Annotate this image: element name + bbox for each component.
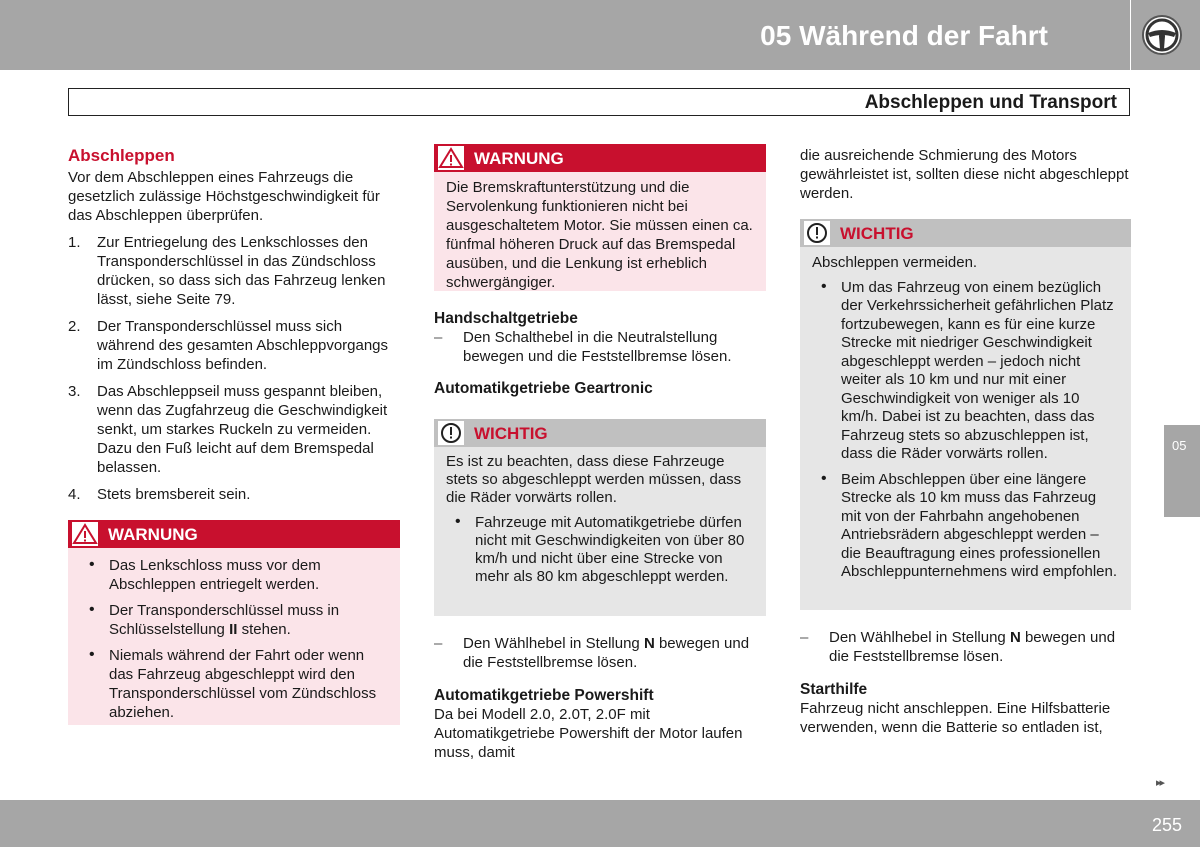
instruction-text: bewegen und die Feststellbremse lösen. xyxy=(829,629,1116,665)
gear-position: N xyxy=(1009,629,1021,646)
important-header xyxy=(434,419,766,447)
step-text: Das Abschleppseil muss gespannt bleiben, wenn das Zugfahrzeug die Geschwindigkeit senkt, um starkes Ruckeln zu vermeiden. Dazu den Fuß leicht auf dem Bremspedal belassen. xyxy=(97,383,388,476)
important-title: WICHTIG xyxy=(474,424,548,443)
gear-position: N xyxy=(643,635,655,652)
instruction-item xyxy=(800,628,1131,666)
warning-text: Die Bremskraftunterstützung und die Servolenkung funktionieren nicht bei ausgeschaltetem Motor. Sie müssen einen ca. fünfmal höheren Druck auf das Bremspedal ausüben, und die Lenkung ist erheblich schwergängiger. xyxy=(446,179,753,291)
instruction-text: Den Wählhebel in Stellung xyxy=(829,629,1010,646)
chapter-title: 05 Während der Fahrt xyxy=(760,20,1048,51)
warning-header xyxy=(434,144,766,172)
important-text: Abschleppen vermeiden. xyxy=(812,254,978,271)
steps-list xyxy=(68,233,400,504)
starthilfe-text: Fahrzeug nicht anschleppen. Eine Hilfsbatterie verwenden, wenn die Batterie so entladen ist, xyxy=(800,700,1111,736)
instruction-item xyxy=(434,634,766,672)
column-right-top xyxy=(800,146,1131,203)
warning-triangle-icon xyxy=(438,146,464,170)
step-text: Zur Entriegelung des Lenkschlosses den Transponderschlüssel in das Zündschloss drücken, so dass sich das Fahrzeug lenken lässt, siehe Seite 79. xyxy=(97,234,386,308)
list-item xyxy=(80,601,388,639)
column-left xyxy=(68,146,400,512)
warning-title: WARNUNG xyxy=(108,525,198,544)
list-item: • Das Lenkschloss muss vor dem Abschleppen entriegelt werden. xyxy=(80,556,388,594)
chapter-tab-label: 05 xyxy=(1172,438,1187,453)
instruction-text: Den Schalthebel in die Neutralstellung bewegen und die Feststellbremse lösen. xyxy=(463,329,732,365)
heading-geartronic: Automatikgetriebe Geartronic xyxy=(434,380,653,397)
important-header xyxy=(800,219,1131,247)
important-list xyxy=(812,279,1119,582)
exclamation-circle-icon xyxy=(438,421,464,445)
continued-text: die ausreichende Schmierung des Motors gewährleistet ist, sollten diese nicht abgeschleppt werden. xyxy=(800,147,1129,202)
next-page-arrows-icon: ▸▸ xyxy=(1156,777,1164,789)
warning-triangle-icon xyxy=(72,522,98,546)
step-text: Der Transponderschlüssel muss sich während des gesamten Abschleppvorgangs im Zündschloss befinden. xyxy=(97,318,389,373)
list-item xyxy=(68,485,400,504)
warning-box-brakes xyxy=(434,144,766,291)
list-item xyxy=(68,382,400,477)
step-number: 3. xyxy=(68,383,81,400)
list-item: • Beim Abschleppen über eine längere Strecke als 10 km muss das Fahrzeug mit von der Fahrbahn angehobenen Antriebsrädern abgeschleppt werden – die Beauftragung eines professionellen Abschleppunternehmens wird empfohlen. xyxy=(812,471,1119,582)
instruction-text: Den Wählhebel in Stellung xyxy=(463,635,644,652)
warning-box-towing xyxy=(68,520,400,725)
list-item: • Um das Fahrzeug von einem bezüglich der Verkehrssicherheit gefährlichen Platz fortzubewegen, kann es für eine kurze Strecke mit niedriger Geschwindigkeit abgeschleppt werden – jedoch nicht weiter als 10 km und nur mit einer Geschwindigkeit von weniger als 10 km/h. Dabei ist zu beachten, dass das Fahrzeug stets so abzuschleppen ist, dass die Räder vorwärts rollen. xyxy=(812,279,1119,464)
dash-marker: – xyxy=(434,329,443,346)
dash-marker: – xyxy=(800,629,809,646)
step-number: 2. xyxy=(68,318,81,335)
heading-powershift: Automatikgetriebe Powershift xyxy=(434,687,654,704)
gear-lever-section xyxy=(434,634,766,762)
warning-title: WARNUNG xyxy=(474,149,564,168)
step-number: 4. xyxy=(68,486,81,503)
manual-gearbox-section xyxy=(434,309,766,398)
page-number: 255 xyxy=(1151,815,1182,835)
bullet-text: Der Transponderschlüssel muss in Schlüsselstellung xyxy=(109,602,340,638)
exclamation-circle-icon xyxy=(804,221,830,245)
heading-starthilfe: Starthilfe xyxy=(800,681,868,698)
list-item xyxy=(68,233,400,309)
key-position: II xyxy=(229,621,238,638)
step-number: 1. xyxy=(68,234,81,251)
instruction-text: bewegen und die Feststellbremse lösen. xyxy=(463,635,750,671)
heading-manual-gearbox: Handschaltgetriebe xyxy=(434,310,578,327)
important-title: WICHTIG xyxy=(840,224,914,243)
instruction-item xyxy=(434,328,766,366)
warning-header xyxy=(68,520,400,548)
header-bar xyxy=(0,0,1130,70)
warning-list xyxy=(80,556,388,722)
intro-text: Vor dem Abschleppen eines Fahrzeugs die gesetzlich zulässige Höchstgeschwindigkeit für das Abschleppen überprüfen. xyxy=(68,169,380,224)
step-text: Stets bremsbereit sein. xyxy=(97,486,251,503)
important-box-towing xyxy=(800,219,1131,610)
important-list xyxy=(446,514,754,586)
important-text: Es ist zu beachten, dass diese Fahrzeuge stets so abgeschleppt werden müssen, dass die Räder vorwärts rollen. xyxy=(446,453,742,506)
footer-bar xyxy=(0,800,1200,847)
list-item xyxy=(68,317,400,374)
bullet-text: stehen. xyxy=(237,621,291,638)
section-header xyxy=(68,88,1130,116)
list-item: • Fahrzeuge mit Automatikgetriebe dürfen nicht mit Geschwindigkeiten von über 80 km/h und nicht über eine Strecke von mehr als 80 km abgeschleppt werden. xyxy=(446,514,754,586)
section-title: Abschleppen und Transport xyxy=(864,92,1117,113)
important-box-geartronic xyxy=(434,419,766,616)
list-item: • Niemals während der Fahrt oder wenn das Fahrzeug abgeschleppt wird den Transponderschlüssel vom Zündschloss abziehen. xyxy=(80,646,388,722)
steering-wheel-icon xyxy=(1141,14,1183,56)
dash-marker: – xyxy=(434,635,443,652)
heading-abschleppen: Abschleppen xyxy=(68,146,175,165)
powershift-text: Da bei Modell 2.0, 2.0T, 2.0F mit Automatikgetriebe Powershift der Motor laufen muss, damit xyxy=(434,706,743,761)
column-right-bottom xyxy=(800,628,1131,737)
chapter-tab[interactable] xyxy=(1164,425,1200,517)
